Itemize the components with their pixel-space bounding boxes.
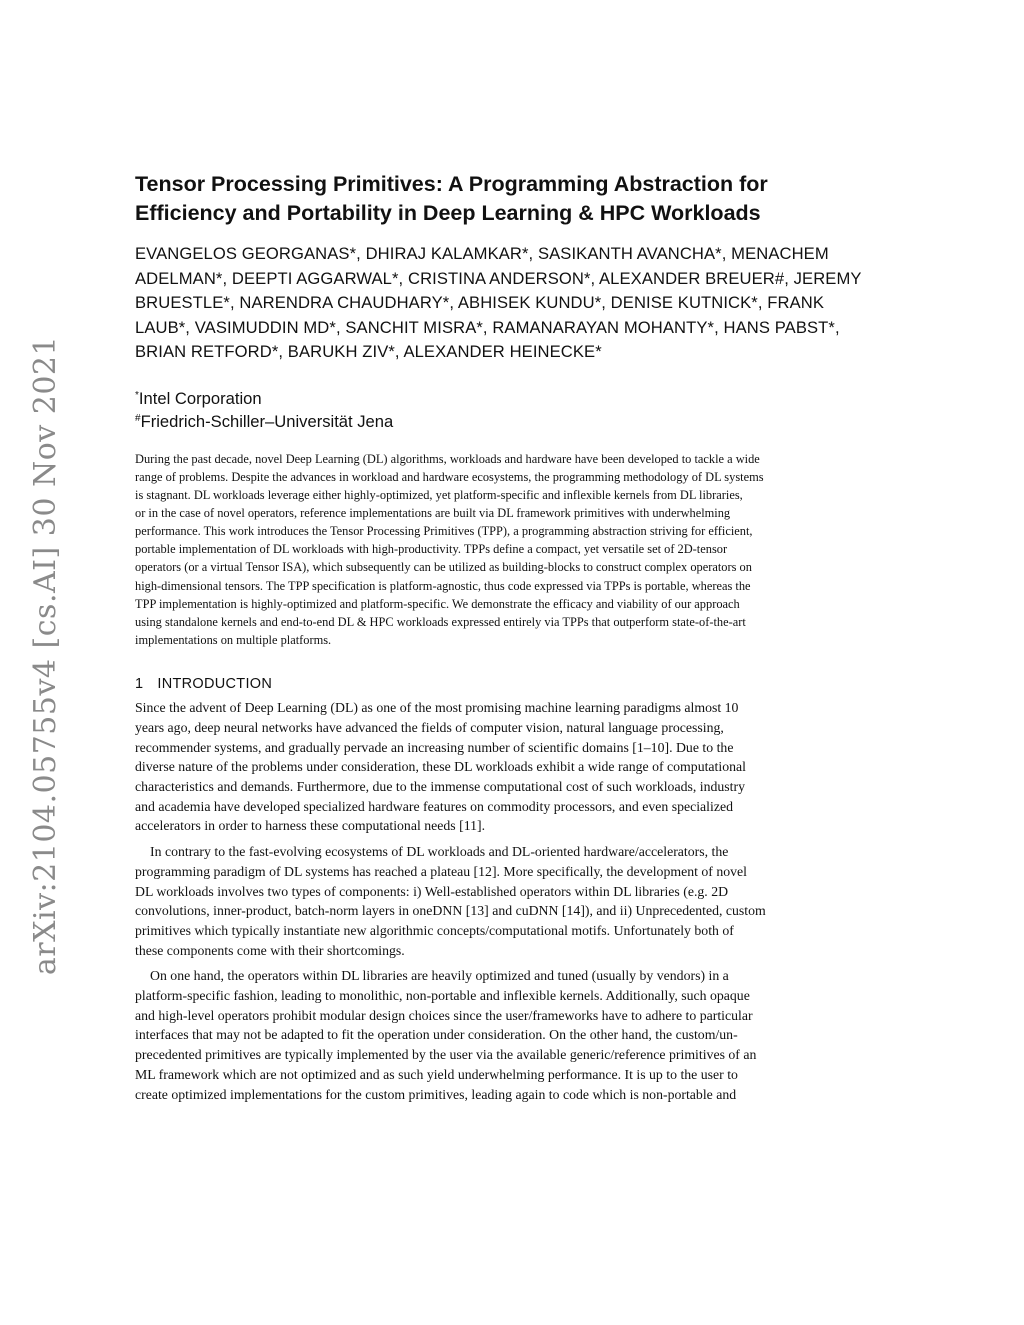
abstract-line: range of problems. Despite the advances in workload and hardware ecosystems, the programming methodology of DL systems <box>135 469 764 484</box>
abstract-line: operators (or a virtual Tensor ISA), which subsequently can be utilized as building-blocks to construct complex operators on <box>135 560 752 575</box>
paragraph-line: these components come with their shortcomings. <box>135 942 405 958</box>
arxiv-identifier <box>26 335 66 975</box>
abstract <box>135 450 890 650</box>
author-list <box>135 242 890 365</box>
abstract-line: or in the case of novel operators, reference implementations are built via DL framework primitives with underwhelming <box>135 505 731 520</box>
paragraph-line: DL workloads involves two types of components: i) Well-established operators within DL libraries (e.g. 2D <box>135 883 729 899</box>
paragraph-line: interfaces that may not be adapted to fit the operation under consideration. On the other hand, the custom/un- <box>135 1027 738 1043</box>
paper-title <box>135 170 890 228</box>
paragraph-line: accelerators in order to harness these computational needs [11]. <box>135 818 486 834</box>
paragraph-line: In contrary to the fast-evolving ecosystems of DL workloads and DL-oriented hardware/accelerators, the <box>150 844 729 860</box>
paragraph-line: On one hand, the operators within DL libraries are heavily optimized and tuned (usually by vendors) in a <box>150 968 729 984</box>
abstract-line: During the past decade, novel Deep Learning (DL) algorithms, workloads and hardware have been developed to tackle a wide <box>135 451 760 466</box>
affiliations <box>135 387 890 433</box>
body-paragraph <box>135 698 890 836</box>
section-number: 1 <box>135 676 144 693</box>
paragraph-line: Since the advent of Deep Learning (DL) as one of the most promising machine learning paradigms almost 10 <box>135 700 739 716</box>
paragraph-line: characteristics and demands. Furthermore, due to the immense computational cost of such workloads, industry <box>135 779 745 795</box>
body-paragraph <box>135 966 890 1104</box>
abstract-line: is stagnant. DL workloads leverage either highly-optimized, yet platform-specific and inflexible kernels from DL libraries, <box>135 487 743 502</box>
abstract-line: TPP implementation is highly-optimized and platform-specific. We demonstrate the efficacy and viability of our approach <box>135 596 740 611</box>
author-line: BRUESTLE*, NARENDRA CHAUDHARY*, ABHISEK KUNDU*, DENISE KUTNICK*, FRANK <box>135 293 825 312</box>
paragraph-line: recommender systems, and gradually pervade an increasing number of scientific domains [1–10]. Due to the <box>135 739 734 755</box>
section-heading <box>135 676 890 692</box>
author-line: BRIAN RETFORD*, BARUKH ZIV*, ALEXANDER HEINECKE* <box>135 342 602 361</box>
paragraph-line: create optimized implementations for the custom primitives, leading again to code which is non-portable and <box>135 1086 737 1102</box>
affiliation-item <box>135 410 890 433</box>
paragraph-line: programming paradigm of DL systems has reached a plateau [12]. More specifically, the development of novel <box>135 863 747 879</box>
affiliation-name: Intel Corporation <box>138 388 262 408</box>
paragraph-line: diverse nature of the problems under consideration, these DL workloads exhibit a wide range of computational <box>135 759 746 775</box>
paragraph-line: convolutions, inner-product, batch-norm layers in oneDNN [13] and cuDNN [14]), and ii) Unprecedented, custom <box>135 903 766 919</box>
paragraph-line: precedented primitives are typically implemented by the user via the available generic/reference primitives of an <box>135 1047 757 1063</box>
paper-page <box>135 170 890 1110</box>
author-line: ADELMAN*, DEEPTI AGGARWAL*, CRISTINA ANDERSON*, ALEXANDER BREUER#, JEREMY <box>135 268 862 288</box>
affiliation-mark: # <box>135 412 141 424</box>
author-line: EVANGELOS GEORGANAS*, DHIRAJ KALAMKAR*, SASIKANTH AVANCHA*, MENACHEM <box>135 244 829 263</box>
paragraph-line: and high-level operators prohibit modular design choices since the user/frameworks have to adhere to particular <box>135 1007 753 1023</box>
paragraph-line: and academia have developed specialized hardware features on commodity processors, and even specialized <box>135 798 733 814</box>
abstract-line: high-dimensional tensors. The TPP specification is platform-agnostic, thus code expressed via TPPs is portable, whereas the <box>135 578 751 593</box>
affiliation-item <box>135 387 890 410</box>
author-line: LAUB*, VASIMUDDIN MD*, SANCHIT MISRA*, RAMANARAYAN MOHANTY*, HANS PABST*, <box>135 317 840 337</box>
paragraph-line: primitives which typically instantiate new algorithmic concepts/computational motifs. Unfortunately both of <box>135 922 734 938</box>
paragraph-line: ML framework which are not optimized and as such yield underwhelming performance. It is up to the user to <box>135 1066 738 1082</box>
abstract-line: implementations on multiple platforms. <box>135 633 332 648</box>
arxiv-identifier-text: arXiv:2104.05755v4 [cs.AI] 30 Nov 2021 <box>28 335 64 975</box>
affiliation-name: Friedrich-Schiller–Universität Jena <box>140 411 394 431</box>
abstract-line: portable implementation of DL workloads with high-productivity. TPPs define a compact, yet versatile set of 2D-tensor <box>135 542 728 557</box>
paragraph-line: years ago, deep neural networks have advanced the fields of computer vision, natural language processing, <box>135 719 724 735</box>
body-paragraph <box>135 842 890 960</box>
abstract-line: using standalone kernels and end-to-end DL & HPC workloads expressed entirely via TPPs that outperform state-of-the-art <box>135 614 746 629</box>
title-line: Tensor Processing Primitives: A Programming Abstraction for <box>135 172 768 196</box>
abstract-line: performance. This work introduces the Tensor Processing Primitives (TPP), a programming abstraction striving for efficient, <box>135 524 753 539</box>
section-title: INTRODUCTION <box>157 676 273 693</box>
title-line: Efficiency and Portability in Deep Learning & HPC Workloads <box>135 201 761 225</box>
affiliation-mark: * <box>135 389 139 401</box>
paragraph-line: platform-specific fashion, leading to monolithic, non-portable and inflexible kernels. Additionally, such opaque <box>135 988 750 1004</box>
